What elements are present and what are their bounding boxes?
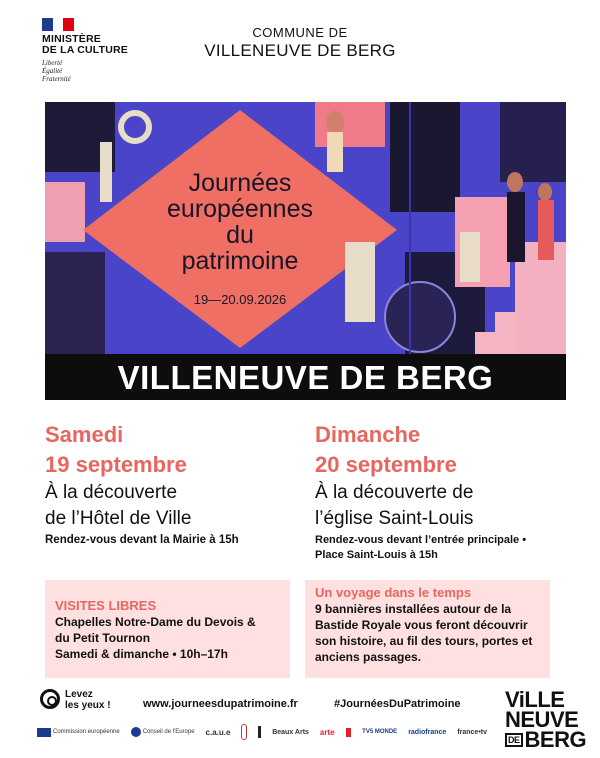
vdb-line3 [505, 727, 590, 752]
free-visits-line3: Samedi & dimanche • 10h–17h [55, 647, 228, 661]
website-link[interactable]: www.journeesdupatrimoine.fr [143, 698, 298, 710]
sunday-meeting-line2: Place Saint-Louis à 15h [315, 549, 438, 561]
villeneuve-de-berg-logo [505, 687, 590, 752]
commune-label: COMMUNE DE [252, 25, 348, 40]
eu-commission-logo [37, 728, 120, 737]
time-travel-line2: Bastide Royale vous feront découvrir [315, 618, 528, 632]
saturday-theme-line1: À la découverte [45, 482, 178, 503]
time-travel-box [305, 580, 550, 678]
republic-flag-icon [42, 18, 74, 31]
hashtag: #JournéesDuPatrimoine [334, 698, 461, 710]
partner-coe: Conseil de l'Europe [142, 729, 195, 735]
time-travel-line4: anciens passages. [315, 650, 422, 664]
saturday-meeting: Rendez-vous devant la Mairie à 15h [45, 534, 239, 546]
poster-title-line1: Journées [188, 169, 292, 197]
free-visits-line1: Chapelles Notre-Dame du Devois & [55, 615, 256, 629]
saturday-day: Samedi [45, 422, 124, 447]
free-visits-title: VISITES LIBRES [55, 598, 157, 613]
free-visits-box [45, 580, 290, 678]
partner-tv5: TV5 MONDE [362, 729, 398, 735]
levez-line1: Levez [65, 689, 93, 700]
levez-les-yeux [65, 689, 111, 711]
poster-title-line4: patrimoine [181, 247, 299, 275]
partner-arte: arte [319, 727, 335, 737]
sunday-theme-line2: l’église Saint-Louis [315, 508, 474, 529]
sunday-day: Dimanche [315, 422, 421, 447]
saturday-program [45, 420, 305, 548]
motto-fraternite: Fraternité [42, 75, 71, 83]
saturday-theme-line2: de l’Hôtel de Ville [45, 508, 192, 529]
time-travel-title: Un voyage dans le temps [315, 585, 472, 600]
partner-badge-icon [241, 724, 246, 740]
motto-liberte: Liberté [42, 59, 63, 67]
town-banner: VILLENEUVE DE BERG [45, 354, 566, 400]
motto-egalite: Égalité [42, 67, 63, 75]
commune-name: VILLENEUVE DE BERG [204, 41, 396, 60]
ministry-line1: MINISTÈRE [42, 33, 101, 45]
poster-dates: 19—20.09.2026 [193, 292, 287, 307]
sunday-theme-line1: À la découverte de [315, 482, 474, 503]
poster-title-line3: du [226, 221, 254, 249]
council-europe-logo [131, 727, 195, 737]
ministry-name [42, 34, 128, 56]
partner-radiofrance: radiofrance [408, 728, 447, 736]
time-travel-line3: son histoire, au fil des tours, portes et [315, 634, 533, 648]
sunday-program [315, 420, 575, 563]
vdb-berg: BERG [524, 727, 587, 752]
vdb-line2: NEUVE [505, 707, 579, 732]
time-travel-line1: 9 bannières installées autour de la [315, 602, 512, 616]
saturday-date: 19 septembre [45, 452, 187, 477]
eu-flag-icon [37, 728, 51, 737]
republic-motto [42, 59, 71, 83]
free-visits-line2: du Petit Tournon [55, 631, 151, 645]
partner-red-logo-icon [346, 728, 352, 737]
partner-eu: Commission européenne [53, 729, 120, 735]
sunday-date: 20 septembre [315, 452, 457, 477]
vdb-line1: ViLLE [505, 687, 565, 712]
partner-beauxarts: Beaux Arts [272, 728, 309, 736]
partner-logos [37, 723, 487, 741]
poster-title-line2: européennes [167, 195, 313, 223]
ministry-line2: DE LA CULTURE [42, 44, 129, 56]
partner-emblem-icon [258, 726, 262, 738]
coe-icon [131, 727, 141, 737]
event-poster [45, 102, 566, 354]
sunday-meeting-line1: Rendez-vous devant l’entrée principale • [315, 534, 527, 546]
vdb-de: DE [505, 733, 523, 747]
partner-francetv: france•tv [457, 728, 487, 736]
levez-line2: les yeux ! [65, 700, 111, 711]
levez-les-yeux-icon [40, 689, 60, 709]
poster-title [140, 170, 340, 274]
partner-caue: c.a.u.e [205, 727, 231, 737]
